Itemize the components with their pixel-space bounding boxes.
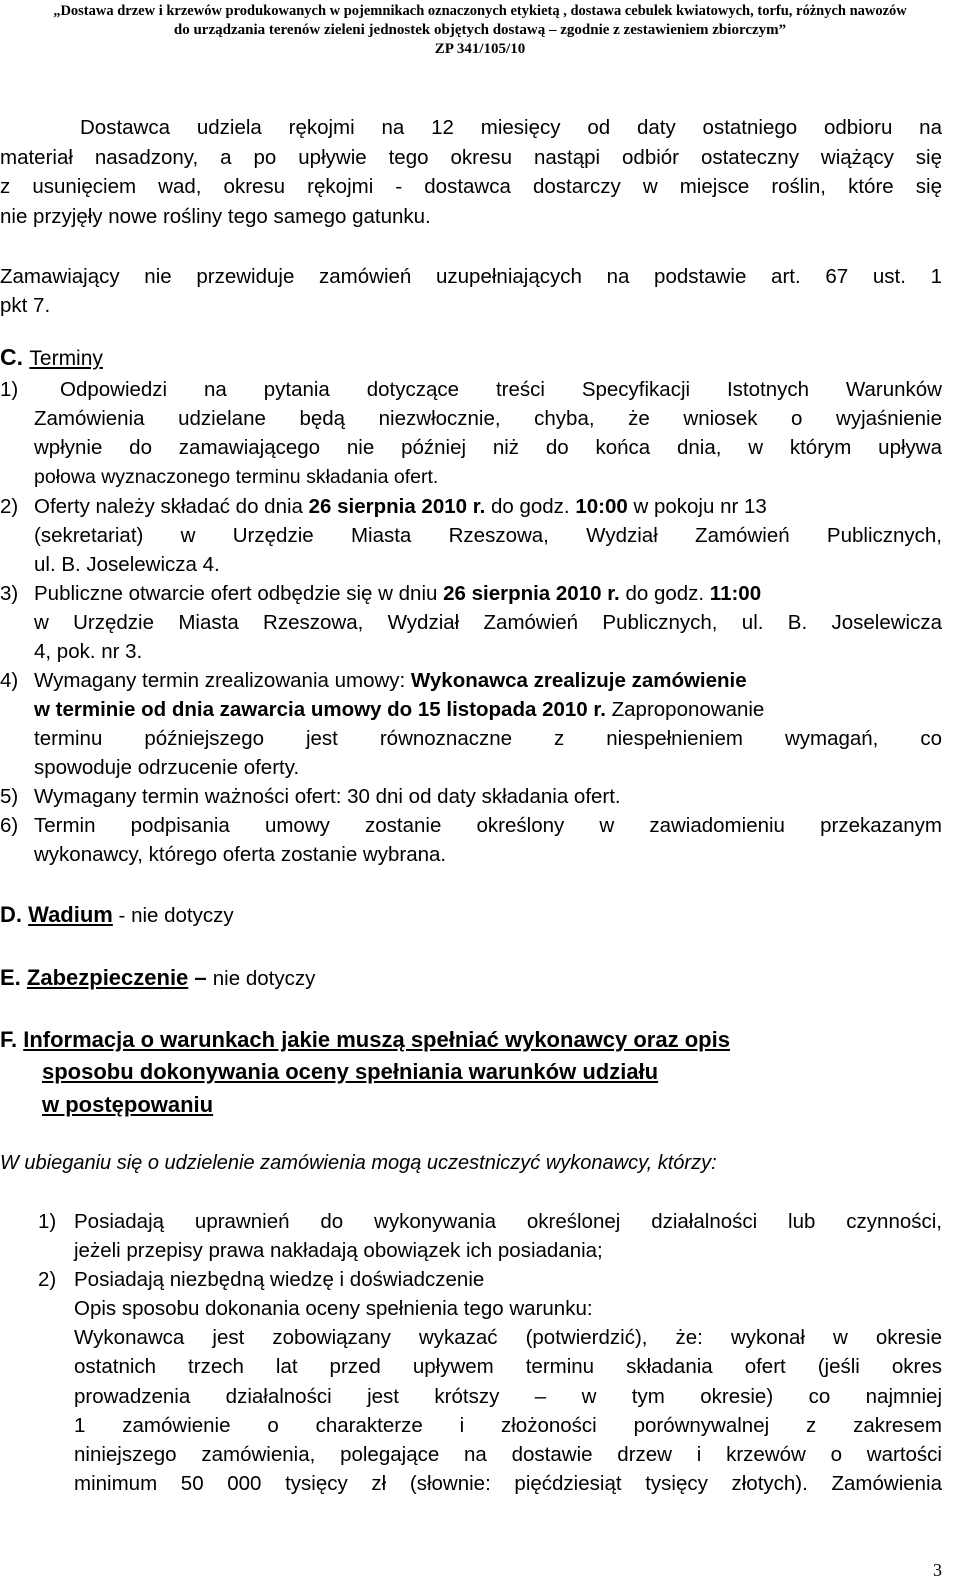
c6-number: 6) [0, 814, 19, 837]
section-f-heading-line-1 [0, 1027, 730, 1053]
cond2-line-3: Wykonawca jest zobowiązany wykazać (potwierdzić), że: wykonał w okresie [74, 1326, 942, 1349]
cond2-line-2: Opis sposobu dokonania oceny spełnienia tego warunku: [74, 1297, 593, 1320]
c4-text-c: Zaproponowanie [605, 698, 765, 721]
header-title-line-2: do urządzania terenów zieleni jednostek objętych dostawą – zgodnie z zestawieniem zbiorczym” [173, 22, 787, 38]
c2-text-a: Oferty należy składać do dnia [34, 495, 309, 518]
c4-line-2 [34, 698, 764, 722]
c4-number: 4) [0, 669, 19, 692]
section-f-title-1: Informacja o warunkach jakie muszą spełniać wykonawcy oraz opis [23, 1027, 730, 1052]
c1-line-4: połowa wyznaczonego terminu składania ofert. [34, 466, 439, 488]
c2-line-3: ul. B. Joselewicza 4. [34, 553, 220, 576]
cond2-line-7: niniejszego zamówienia, polegające na dostawie drzew i krzewów o wartości [74, 1443, 942, 1466]
c3-line-1 [34, 582, 761, 606]
section-f-prefix: F. [0, 1027, 24, 1052]
c2-line-2: (sekretariat) w Urzędzie Miasta Rzeszowa, Wydział Zamówień Publicznych, [34, 524, 942, 547]
c3-line-3: 4, pok. nr 3. [34, 640, 143, 663]
c2-text-c: do godz. [485, 495, 576, 518]
document-header [0, 2, 960, 59]
c4-text-bold: Wykonawca zrealizuje zamówienie [410, 669, 747, 692]
para1-line-2: materiał nasadzony, a po upływie tego okresu nastąpi odbiór ostateczny wiążący się [0, 146, 942, 169]
cond2-line-6: 1 zamówienie o charakterze i złożoności porównywalnej z zakresem [74, 1414, 942, 1437]
cond2-line-8: minimum 50 000 tysięcy zł (słownie: pięćdziesiąt tysięcy złotych). Zamówienia [74, 1472, 942, 1495]
c2-number: 2) [0, 495, 19, 518]
para1-line-1: Dostawca udziela rękojmi na 12 miesięcy od daty ostatniego odbioru na [80, 116, 942, 139]
c6-line-1: Termin podpisania umowy zostanie określony w zawiadomieniu przekazanym [34, 814, 942, 837]
c6-line-2: wykonawcy, którego oferta zostanie wybrana. [34, 843, 447, 866]
section-e-heading [0, 965, 315, 991]
c1-line-3: wpłynie do zamawiającego nie później niż do końca dnia, w którym upływa [34, 436, 942, 459]
section-c-prefix: C. [0, 344, 30, 370]
c3-text-c: do godz. [619, 582, 710, 605]
cond1-line-1: Posiadają uprawnień do wykonywania określonej działalności lub czynności, [74, 1210, 942, 1233]
section-c-title: Terminy [29, 347, 103, 370]
c4-line-1 [34, 669, 747, 693]
para1-line-4: nie przyjęły nowe rośliny tego samego gatunku. [0, 205, 431, 228]
section-f-heading-line-3: w postępowaniu [42, 1092, 214, 1117]
c3-time: 11:00 [709, 582, 762, 605]
c2-date: 26 sierpnia 2010 r. [308, 495, 486, 518]
cond1-number: 1) [38, 1210, 57, 1233]
c4-text-a: Wymagany termin zrealizowania umowy: [34, 669, 411, 692]
c1-line-2: Zamówienia udzielane będą niezwłocznie, chyba, że wniosek o wyjaśnienie [34, 407, 942, 430]
section-d-heading [0, 902, 234, 928]
c1-number: 1) [0, 378, 19, 401]
cond2-line-1: Posiadają niezbędną wiedzę i doświadczenie [74, 1268, 485, 1291]
section-e-prefix: E. [0, 965, 27, 990]
section-d-prefix: D. [0, 902, 29, 927]
c3-text-a: Publiczne otwarcie ofert odbędzie się w dniu [34, 582, 444, 605]
para2-line-2: pkt 7. [0, 294, 51, 317]
c4-deadline: w terminie od dnia zawarcia umowy do 15 listopada 2010 r. [34, 698, 606, 721]
section-d-title: Wadium [28, 902, 113, 927]
c3-number: 3) [0, 582, 19, 605]
c5-number: 5) [0, 785, 19, 808]
c2-time: 10:00 [575, 495, 628, 518]
section-d-note: - nie dotyczy [112, 904, 234, 927]
cond1-line-2: jeżeli przepisy prawa nakładają obowiązek ich posiadania; [74, 1239, 603, 1262]
section-e-dash: – [188, 965, 213, 990]
intro-text: W ubieganiu się o udzielenie zamówienia mogą uczestniczyć wykonawcy, którzy: [0, 1152, 717, 1174]
c2-text-e: w pokoju nr 13 [627, 495, 767, 518]
c1-line-1: Odpowiedzi na pytania dotyczące treści Specyfikacji Istotnych Warunków [60, 378, 942, 401]
header-reference-number: ZP 341/105/10 [434, 41, 526, 57]
c4-line-4: spowoduje odrzucenie oferty. [34, 756, 300, 779]
cond2-number: 2) [38, 1268, 57, 1291]
section-c-heading [0, 344, 103, 371]
section-e-title: Zabezpieczenie [26, 965, 189, 990]
section-e-note: nie dotyczy [212, 967, 316, 990]
section-f-heading-line-2: sposobu dokonywania oceny spełniania warunków udziału [42, 1059, 659, 1084]
c4-line-3: terminu późniejszego jest równoznaczne z niespełnieniem wymagań, co [34, 727, 942, 750]
header-title-line-1: „Dostawa drzew i krzewów produkowanych w pojemnikach oznaczonych etykietą , dostawa cebulek kwiatowych, torfu, różnych nawozów [53, 3, 907, 19]
c5-line-1: Wymagany termin ważności ofert: 30 dni od daty składania ofert. [34, 785, 621, 808]
c2-line-1 [34, 495, 767, 519]
para2-line-1: Zamawiający nie przewiduje zamówień uzupełniających na podstawie art. 67 ust. 1 [0, 265, 942, 288]
c3-line-2: w Urzędzie Miasta Rzeszowa, Wydział Zamówień Publicznych, ul. B. Joselewicza [34, 611, 942, 634]
cond2-line-4: ostatnich trzech lat przed upływem terminu składania ofert (jeśli okres [74, 1355, 942, 1378]
page-number: 3 [933, 1560, 942, 1580]
para1-line-3: z usunięciem wad, okresu rękojmi - dostawca dostarczy w miejsce roślin, które się [0, 175, 942, 198]
cond2-line-5: prowadzenia działalności jest krótszy – w tym okresie) co najmniej [74, 1385, 942, 1408]
c3-date: 26 sierpnia 2010 r. [443, 582, 620, 605]
